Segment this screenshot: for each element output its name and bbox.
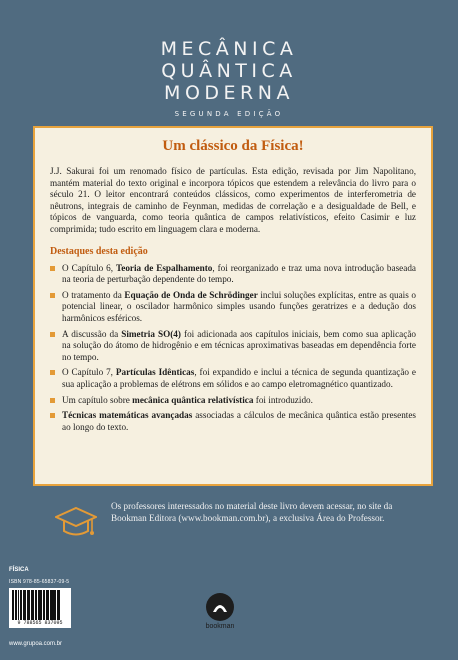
barcode-bars [12, 590, 68, 620]
bullet-square-icon [50, 413, 55, 418]
title-line-2: QUÂNTICA [161, 60, 297, 82]
barcode-bar [25, 590, 26, 620]
panel-heading: Um clássico da Física! [162, 138, 304, 154]
graduation-cap-icon [55, 504, 97, 540]
edition-label: SEGUNDA EDIÇÃO [174, 110, 284, 118]
bullet-square-icon [50, 293, 55, 298]
barcode [9, 588, 71, 628]
barcode-bar [40, 590, 42, 620]
barcode-bar [44, 590, 45, 620]
category-label: FÍSICA [9, 567, 29, 573]
title-line-1: MECÂNICA [160, 38, 298, 60]
list-item: O Capítulo 7, Partículas Idênticas, foi expandido e inclui a técnica de segunda quantização e sua aplicação a problemas de elétrons em sólidos e ao campo eletromagnético quantizado. [50, 367, 416, 390]
professor-note-text: Os professores interessados no material deste livro devem acessar, no site da Bookman Editora (www.bookman.com.br), a exclusiva Área do Professor. [111, 501, 393, 523]
barcode-bar [52, 590, 53, 620]
list-item: Um capítulo sobre mecânica quântica relativística foi introduzido. [50, 395, 416, 407]
highlights-list [50, 263, 416, 434]
book-title [0, 38, 458, 118]
bookman-logo-icon [200, 590, 240, 630]
barcode-number: 9 788565 837095 [17, 620, 63, 626]
list-item: Técnicas matemáticas avançadas associadas a cálculos de mecânica quântica estão presentes ao longo do texto. [50, 410, 416, 433]
bullet-square-icon [50, 332, 55, 337]
barcode-bar [13, 590, 14, 620]
isbn-label: ISBN 978-85-65837-09-5 [9, 579, 70, 585]
bullet-square-icon [50, 398, 55, 403]
barcode-bar [28, 590, 30, 620]
bullet-square-icon [50, 370, 55, 375]
highlights-title: Destaques desta edição [50, 245, 148, 257]
website-label: www.grupoa.com.br [9, 641, 63, 647]
title-line-3: MODERNA [164, 82, 294, 104]
list-item: O Capítulo 6, Teoria de Espalhamento, foi reorganizado e traz uma nova introdução baseada na teoria de perturbação dependente do tempo. [50, 263, 416, 286]
intro-paragraph: J.J. Sakurai foi um renomado físico de partículas. Esta edição, revisada por Jim Napolitano, mantém material do texto original e incorpora tópicos que estendem a relevância do livro para o século 21. O leitor encontrará conteúdos clássicos, como experimentos de interferometria de nêutrons, integrais de caminho de Feynman, medidas de correlação e a desigualdade de Bell, e tópicos de vanguarda, como teoria quântica de campos relativísticos, efeito Casimir e luz comprimida; tudo escrito em linguagem clara e moderna. [50, 166, 416, 234]
professor-note [55, 500, 430, 540]
list-item: A discussão da Simetria SO(4) foi adicionada aos capítulos iniciais, bem como sua aplicação na solução do átomo de hidrogênio e em técnicas aproximativas baseadas em dependência forte no tempo. [50, 329, 416, 364]
bullet-square-icon [50, 266, 55, 271]
highlights-panel [33, 126, 433, 486]
publisher-name: bookman [205, 623, 235, 630]
list-item: O tratamento da Equação de Onda de Schrödinger inclui soluções explícitas, entre as quais o potencial linear, o oscilador harmônico simples usando funções geratrizes e a dedução dos harmônicos esféricos. [50, 290, 416, 325]
barcode-bar [59, 590, 60, 620]
